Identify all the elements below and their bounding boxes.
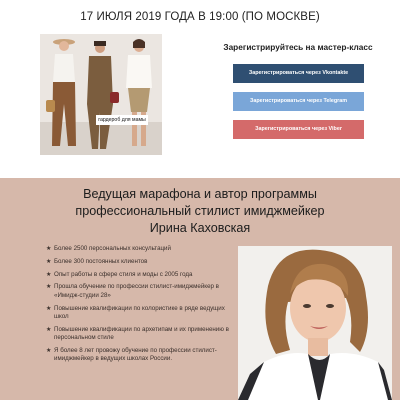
list-item-text: Прошла обучение по профессии стилист-имиджмейкер в «Имидж-студии 28»	[54, 283, 219, 299]
event-date: 17 ИЮЛЯ 2019 ГОДА В 19:00 (ПО МОСКВЕ)	[80, 11, 320, 23]
list-item	[46, 347, 236, 364]
host-heading-line-1: Ведущая марафона и автор программы	[83, 187, 317, 201]
event-section	[0, 0, 400, 178]
portrait-illustration	[238, 246, 392, 400]
list-item-text: Я более 8 лет провожу обучение по профессии стилист-имиджмейкер в ведущих школах России.	[54, 347, 217, 363]
host-name: Ирина Каховская	[149, 221, 251, 235]
host-heading	[20, 186, 380, 237]
star-icon: ★	[46, 348, 52, 354]
registration-title: Зарегистрируйтесь на мастер-класс	[223, 42, 373, 52]
list-item	[46, 245, 236, 253]
host-portrait	[238, 246, 392, 400]
list-item-text: Повышение квалификации по колористике в ряде ведущих школ	[54, 304, 225, 320]
outfits-illustration	[40, 34, 162, 155]
star-icon: ★	[46, 246, 52, 252]
photo-caption: гардероб для мамы	[96, 115, 148, 125]
list-item-text: Повышение квалификации по архетипам и их применению в персональном стиле	[54, 325, 229, 342]
list-item-text: Более 2500 персональных консультаций	[54, 245, 171, 252]
list-item-text: Опыт работы в сфере стиля и моды с 2005 года	[54, 270, 193, 278]
host-section	[0, 178, 400, 400]
star-icon: ★	[46, 258, 52, 265]
list-item	[46, 305, 236, 322]
star-icon: ★	[46, 271, 52, 278]
list-item	[46, 326, 236, 343]
list-item	[46, 283, 236, 300]
outfits-photo	[40, 34, 162, 155]
host-heading-line-2: профессиональный стилист имиджмейкер	[75, 204, 325, 218]
register-viber-button[interactable]: Зарегистрироваться через Viber	[233, 120, 364, 139]
list-item	[46, 258, 236, 266]
list-item-text: Более 300 постоянных клиентов	[54, 257, 148, 265]
register-vkontakte-button[interactable]: Зарегистрироваться через Vkontakte	[233, 64, 364, 83]
star-icon: ★	[46, 326, 52, 333]
star-icon: ★	[46, 305, 52, 312]
register-telegram-button[interactable]: Зарегистрироваться через Telegram	[233, 92, 364, 111]
star-icon: ★	[46, 284, 52, 291]
list-item	[46, 271, 236, 279]
achievements-list	[46, 245, 236, 368]
